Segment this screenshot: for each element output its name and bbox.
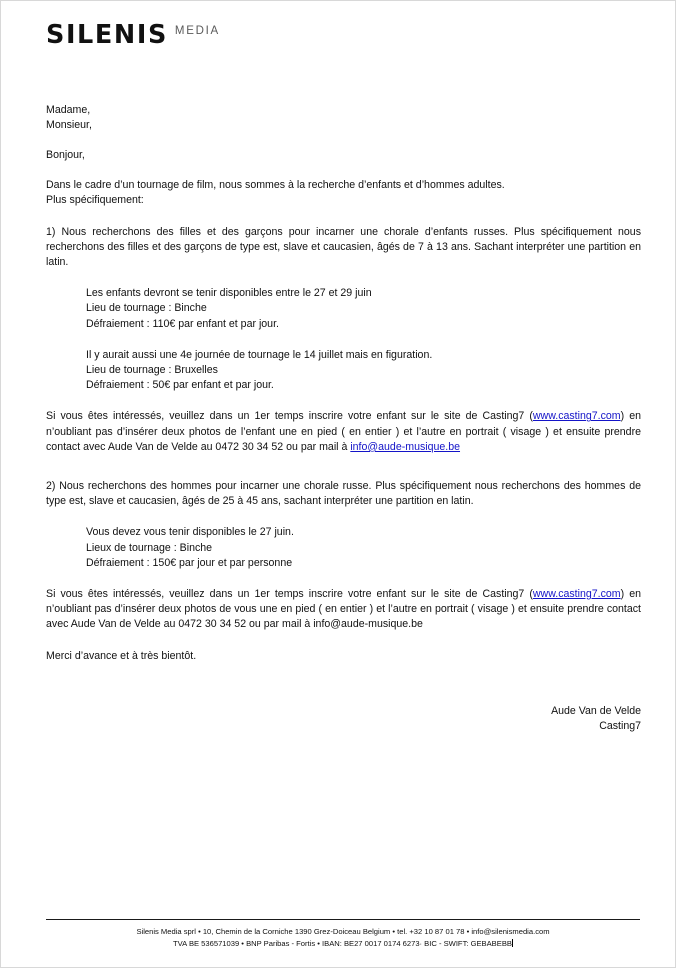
- salutation-line-1: Madame,: [46, 103, 91, 116]
- footer-line-1: Silenis Media sprl • 10, Chemin de la Corniche 1390 Grez-Doiceau Belgium • tel. +32 10 87 01 78 • info@silenismedia.com: [136, 927, 550, 936]
- section-2-call-to-action: [46, 587, 641, 633]
- spacer: [46, 209, 641, 225]
- casting7-website-link[interactable]: www.casting7.com: [532, 587, 621, 600]
- letter-body: [46, 103, 641, 735]
- footer-divider: [46, 919, 640, 920]
- footer-line-2: TVA BE 536571039 • BNP Paribas - Fortis • IBAN: BE27 0017 0174 6273· BIC - SWIFT: GEBABEBB: [173, 938, 512, 948]
- signature-block: [46, 704, 641, 734]
- logo-subtitle: MEDIA: [174, 25, 220, 37]
- section-2-details-block: [86, 525, 641, 571]
- letter-content: [46, 20, 641, 734]
- logo-wordmark: SILENIS: [46, 20, 168, 50]
- signature-role: Casting7: [599, 719, 641, 732]
- detail-extra-day: Il y aurait aussi une 4e journée de tournage le 14 juillet mais en figuration.: [86, 348, 433, 361]
- detail-location: Lieu de tournage : Binche: [86, 302, 207, 315]
- spacer: [46, 332, 641, 348]
- section-2-paragraph: 2) Nous recherchons des hommes pour incarner une chorale russe. Plus spécifiquement nous recherchons des hommes de type est, slave et caucasien, âgés de 25 à 45 ans, sachant interpréter une partition en latin.: [46, 479, 641, 508]
- cta-text-part-1: Si vous êtes intéressés, veuillez dans un 1er temps inscrire votre enfant sur le site de Casting7 (: [46, 587, 533, 600]
- spacer: [46, 455, 641, 479]
- casting7-website-link[interactable]: www.casting7.com: [532, 410, 621, 423]
- salutation-line-2: Monsieur,: [46, 118, 92, 131]
- spacer: [46, 133, 641, 148]
- section-1-details-block-2: [86, 348, 641, 394]
- detail-availability: Vous devez vous tenir disponibles le 27 juin.: [86, 526, 294, 539]
- section-1-call-to-action: [46, 409, 641, 455]
- footer-line-2-wrapper: [46, 938, 640, 950]
- spacer: [46, 664, 641, 688]
- cta-text-part-2: ) en n’oubliant pas d’insérer deux photos de l’enfant une en pied ( en entier ) et l’autre en portrait ( visage ) et ensuite prendre contact avec Aude Van de Velde au 0472 30 34 52 ou par mail à: [46, 410, 641, 453]
- text-cursor: [512, 939, 513, 947]
- cta-text-part-2: ) en n’oubliant pas d’insérer deux photos de vous une en pied ( en entier ) et l’autre en portrait ( visage ) et ensuite prendre contact avec Aude Van de Velde au 0472 30 34 52 ou par mail à info@aude-musique.be: [46, 587, 641, 631]
- detail-location: Lieux de tournage : Binche: [86, 541, 213, 554]
- section-1-details-block-1: [86, 286, 641, 332]
- detail-fee: Défraiement : 150€ par jour et par personne: [86, 556, 293, 569]
- section-1-paragraph: 1) Nous recherchons des filles et des garçons pour incarner une chorale d’enfants russes. Plus spécifiquement nous recherchons des filles et des garçons de type est, slave et caucasien, âgés de 7 à 13 ans. Sachant interpréter une partition en latin.: [46, 225, 641, 268]
- detail-location: Lieu de tournage : Bruxelles: [86, 363, 218, 376]
- cta-text-part-1: Si vous êtes intéressés, veuillez dans un 1er temps inscrire votre enfant sur le site de Casting7 (: [46, 410, 533, 423]
- document-footer: [46, 919, 640, 949]
- intro-line-1: Dans le cadre d’un tournage de film, nous sommes à la recherche d’enfants et d’hommes adultes.: [46, 179, 505, 192]
- spacer: [46, 393, 641, 409]
- closing-line: Merci d’avance et à très bientôt.: [46, 649, 197, 662]
- spacer: [46, 571, 641, 587]
- detail-fee: Défraiement : 110€ par enfant et par jour.: [86, 317, 279, 330]
- brand-logo: [46, 20, 641, 50]
- greeting-line: Bonjour,: [46, 148, 85, 161]
- detail-fee: Défraiement : 50€ par enfant et par jour.: [86, 379, 274, 392]
- aude-musique-email-link[interactable]: info@aude-musique.be: [350, 440, 461, 453]
- spacer: [46, 633, 641, 649]
- spacer: [46, 270, 641, 286]
- spacer: [46, 163, 641, 178]
- intro-line-2: Plus spécifiquement:: [46, 194, 144, 207]
- spacer: [46, 509, 641, 525]
- detail-availability: Les enfants devront se tenir disponibles entre le 27 et 29 juin: [86, 287, 372, 300]
- signature-name: Aude Van de Velde: [551, 704, 641, 717]
- spacer: [46, 688, 641, 704]
